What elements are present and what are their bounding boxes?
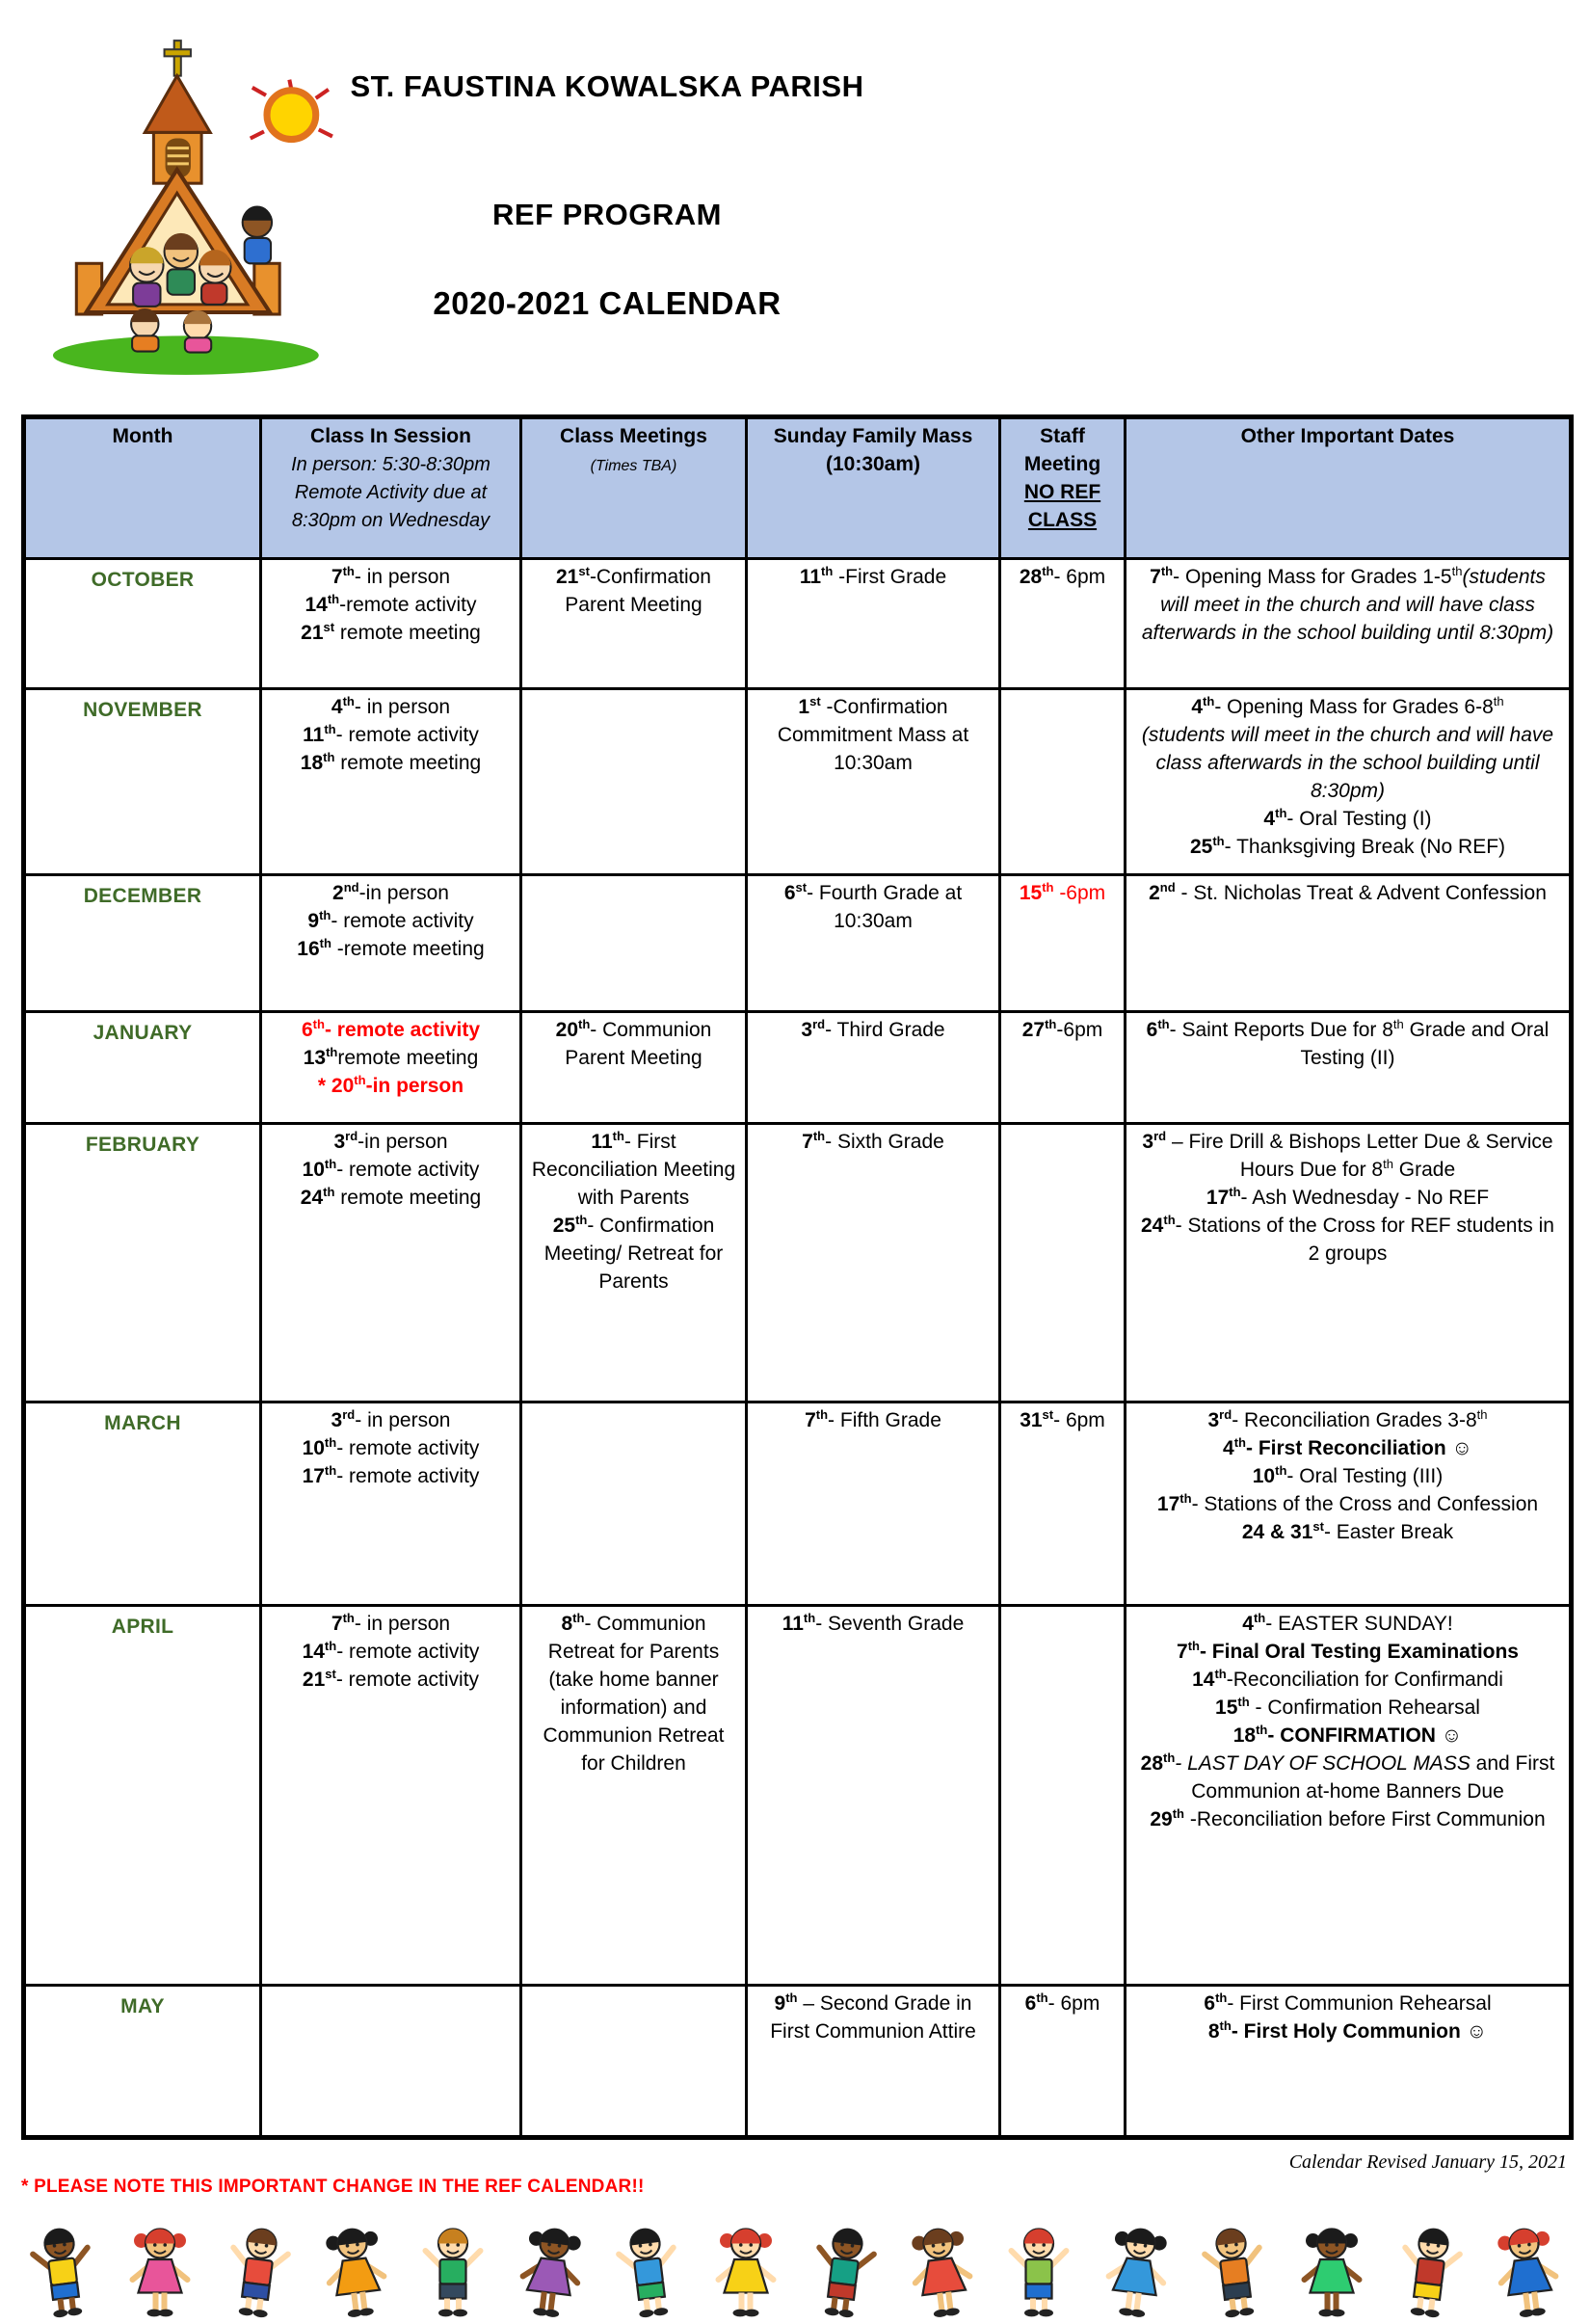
month-label: APRIL	[24, 1606, 261, 1986]
cell-sunday-mass: 1st -Confirmation Commitment Mass at 10:30am	[747, 689, 1000, 875]
cell-class-meetings: 21st-Confirmation Parent Meeting	[521, 559, 747, 689]
cell-other: 3rd – Fire Drill & Bishops Letter Due & Service Hours Due for 8th Grade 17th- Ash Wednesday - No REF 24th- Stations of the Cross for REF students in 2 groups	[1126, 1124, 1572, 1402]
cell-class-meetings	[521, 1986, 747, 2138]
cell-staff-meeting	[1000, 1124, 1126, 1402]
column-header-class-in-session: Class In Session In person: 5:30-8:30pm Remote Activity due at 8:30pm on Wednesday	[261, 417, 521, 559]
cell-sunday-mass: 9th – Second Grade in First Communion Attire	[747, 1986, 1000, 2138]
month-label: FEBRUARY	[24, 1124, 261, 1402]
child-figure	[795, 2218, 893, 2324]
column-header-month: Month	[24, 417, 261, 559]
child-figure	[1288, 2223, 1375, 2319]
cell-class-in-session: 6th- remote activity 13thremote meeting * 20th-in person	[261, 1012, 521, 1124]
column-header-class-meetings: Class Meetings (Times TBA)	[521, 417, 747, 559]
row-march	[24, 1402, 1572, 1606]
cell-staff-meeting: 31st- 6pm	[1000, 1402, 1126, 1606]
footnotes	[21, 2140, 1569, 2211]
calendar-year-title: 2020-2021 CALENDAR	[433, 285, 782, 321]
cell-class-in-session: 3rd- in person 10th- remote activity 17th- remote activity	[261, 1402, 521, 1606]
cell-sunday-mass: 3rd- Third Grade	[747, 1012, 1000, 1124]
cell-staff-meeting: 15th -6pm	[1000, 875, 1126, 1012]
month-label: JANUARY	[24, 1012, 261, 1124]
cell-other: 7th- Opening Mass for Grades 1-5th(students will meet in the church and will have class afterwards in the school building until 8:30pm)	[1126, 559, 1572, 689]
cell-class-in-session: 7th- in person 14th- remote activity 21st- remote activity	[261, 1606, 521, 1986]
cell-other: 2nd - St. Nicholas Treat & Advent Confession	[1126, 875, 1572, 1012]
cell-class-meetings: 20th- Communion Parent Meeting	[521, 1012, 747, 1124]
cell-staff-meeting: 28th- 6pm	[1000, 559, 1126, 689]
cell-class-in-session: 7th- in person 14th-remote activity 21st remote meeting	[261, 559, 521, 689]
child-figure	[1088, 2218, 1186, 2324]
cell-class-in-session: 2nd-in person 9th- remote activity 16th -remote meeting	[261, 875, 521, 1012]
column-header-staff-meeting: Staff Meeting NO REF CLASS	[1000, 417, 1126, 559]
child-figure	[1185, 2218, 1284, 2324]
child-figure	[995, 2223, 1082, 2319]
child-figure	[1381, 2218, 1479, 2324]
month-label: MAY	[24, 1986, 261, 2138]
cell-other: 6th- Saint Reports Due for 8th Grade and Oral Testing (II)	[1126, 1012, 1572, 1124]
child-figure	[702, 2223, 789, 2319]
row-may	[24, 1986, 1572, 2138]
row-december	[24, 875, 1572, 1012]
cell-staff-meeting: 27th-6pm	[1000, 1012, 1126, 1124]
child-figure	[117, 2223, 203, 2319]
revised-date-note: Calendar Revised January 15, 2021	[1288, 2151, 1567, 2173]
calendar-change-note: * PLEASE NOTE THIS IMPORTANT CHANGE IN THE REF CALENDAR!!	[21, 2177, 645, 2197]
month-label: DECEMBER	[24, 875, 261, 1012]
cell-sunday-mass: 11th- Seventh Grade	[747, 1606, 1000, 1986]
child-figure	[306, 2218, 405, 2324]
cell-class-meetings	[521, 1402, 747, 1606]
child-figure	[1478, 2218, 1577, 2324]
calendar-body	[24, 559, 1572, 2138]
child-figure	[410, 2223, 496, 2319]
row-april	[24, 1606, 1572, 1986]
cell-class-in-session	[261, 1986, 521, 2138]
cell-staff-meeting: 6th- 6pm	[1000, 1986, 1126, 2138]
calendar-table	[21, 414, 1574, 2140]
cell-staff-meeting	[1000, 1606, 1126, 1986]
cell-staff-meeting	[1000, 689, 1126, 875]
cell-class-meetings: 11th- First Reconciliation Meeting with Parents 25th- Confirmation Meeting/ Retreat for Parents	[521, 1124, 747, 1402]
cell-sunday-mass: 7th- Fifth Grade	[747, 1402, 1000, 1606]
row-january	[24, 1012, 1572, 1124]
child-figure	[892, 2218, 991, 2324]
document-header	[0, 0, 1590, 414]
header-row	[24, 417, 1572, 559]
cell-class-meetings: 8th- Communion Retreat for Parents (take home banner information) and Communion Retreat for Children	[521, 1606, 747, 1986]
parish-title: ST. FAUSTINA KOWALSKA PARISH	[350, 69, 864, 103]
row-november	[24, 689, 1572, 875]
cell-sunday-mass: 11th -First Grade	[747, 559, 1000, 689]
child-figure	[502, 2218, 600, 2324]
month-label: MARCH	[24, 1402, 261, 1606]
cell-other: 6th- First Communion Rehearsal 8th- First Holy Communion ☺	[1126, 1986, 1572, 2138]
month-label: NOVEMBER	[24, 689, 261, 875]
child-figure	[209, 2218, 307, 2324]
cell-sunday-mass: 7th- Sixth Grade	[747, 1124, 1000, 1402]
row-october	[24, 559, 1572, 689]
cell-class-meetings	[521, 875, 747, 1012]
cell-class-meetings	[521, 689, 747, 875]
cell-other: 3rd- Reconciliation Grades 3-8th 4th- First Reconciliation ☺ 10th- Oral Testing (III) 17th- Stations of the Cross and Confession 24 & 31st- Easter Break	[1126, 1402, 1572, 1606]
program-title: REF PROGRAM	[492, 198, 722, 231]
children-border-illustration	[0, 2211, 1590, 2319]
cell-class-in-session: 4th- in person 11th- remote activity 18th remote meeting	[261, 689, 521, 875]
child-figure	[13, 2218, 112, 2324]
cell-other: 4th- EASTER SUNDAY! 7th- Final Oral Testing Examinations 14th-Reconciliation for Confirmandi 15th - Confirmation Rehearsal 18th- CONFIRMATION ☺ 28th- LAST DAY OF SCHOOL MASS and First Communion at-home Banners Due 29th -Reconciliation before First Communion	[1126, 1606, 1572, 1986]
column-header-sunday-family-mass: Sunday Family Mass (10:30am)	[747, 417, 1000, 559]
column-header-other-important-dates: Other Important Dates	[1126, 417, 1572, 559]
cell-sunday-mass: 6st- Fourth Grade at 10:30am	[747, 875, 1000, 1012]
month-label: OCTOBER	[24, 559, 261, 689]
row-february	[24, 1124, 1572, 1402]
cell-class-in-session: 3rd-in person 10th- remote activity 24th remote meeting	[261, 1124, 521, 1402]
title-block	[0, 0, 1214, 414]
child-figure	[599, 2218, 698, 2324]
cell-other: 4th- Opening Mass for Grades 6-8th (students will meet in the church and will have class afterwards in the school building until 8:30pm) 4th- Oral Testing (I) 25th- Thanksgiving Break (No REF)	[1126, 689, 1572, 875]
